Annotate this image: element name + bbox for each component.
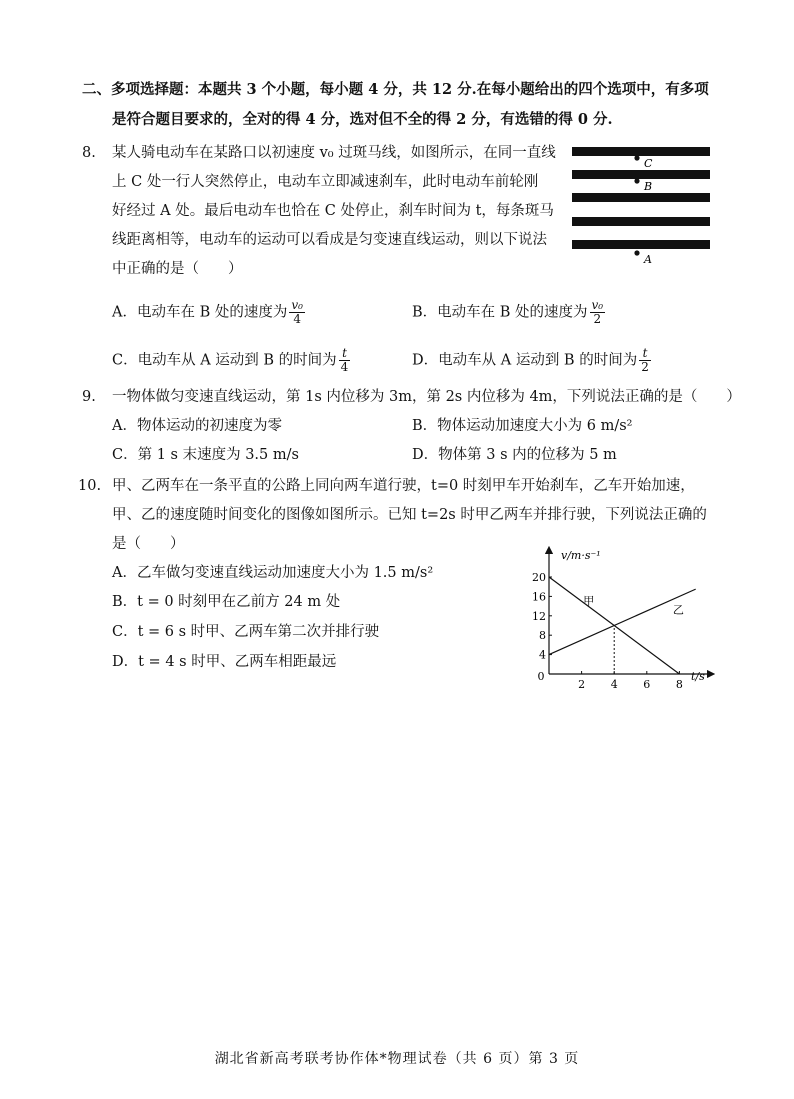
label-c: C <box>644 157 653 170</box>
zebra-stripe <box>572 147 710 156</box>
x-tick-label: 8 <box>675 678 683 690</box>
q8-option-d[interactable] <box>412 347 651 374</box>
q8-option-b[interactable] <box>412 299 605 326</box>
q8-option-a-fraction: $\frac{\text{v₀}}{4}$ <box>291 298 303 326</box>
y-axis-label: v/m·s⁻¹ <box>561 549 601 562</box>
q10-line-3: 是（ ） <box>112 536 185 552</box>
x-tick-label: 6 <box>643 678 651 690</box>
q8-line-4: 线距离相等，电动车的运动可以看成是匀变速直线运动，则以下说法 <box>112 232 547 248</box>
zebra-stripe <box>572 240 710 249</box>
series-jia-label: 甲 <box>583 594 595 608</box>
q8-option-d-text: D．电动车从 A 运动到 B 的时间为 <box>412 352 638 369</box>
q9-option-a[interactable]: A．物体运动的初速度为零 <box>112 418 282 434</box>
q8-option-b-fraction: $\frac{\text{v₀}}{2}$ <box>591 298 604 326</box>
q10-line-1: 甲、乙两车在一条平直的公路上同向两车道行驶，t=0 时刻甲车开始刹车，乙车开始加速， <box>112 478 695 494</box>
section-header-line2: 是符合题目要求的，全对的得 4 分，选对但不全的得 2 分，有选错的得 0 分. <box>112 111 613 128</box>
q8-line-3: 好经过 A 处。最后电动车也恰在 C 处停止，刹车时间为 t，每条斑马 <box>112 203 554 219</box>
zebra-stripe <box>572 193 710 202</box>
q9-option-c[interactable]: C．第 1 s 末速度为 3.5 m/s <box>112 447 299 463</box>
q8-option-c[interactable] <box>112 347 350 374</box>
series-yi-label: 乙 <box>672 603 684 617</box>
point-b <box>634 178 639 183</box>
label-b: B <box>644 180 653 193</box>
q8-line-2: 上 C 处一行人突然停止，电动车立即减速刹车，此时电动车前轮刚 <box>112 174 539 190</box>
q9-number: 9. <box>82 389 96 405</box>
q8-option-a-text: A．电动车在 B 处的速度为 <box>112 304 288 321</box>
q10-option-c[interactable]: C．t = 6 s 时甲、乙两车第二次并排行驶 <box>112 624 380 640</box>
section-header-line1: 二、多项选择题：本题共 3 个小题，每小题 4 分，共 12 分.在每小题给出的四个选项中，有多项 <box>82 81 709 98</box>
q10-number: 10. <box>78 478 102 494</box>
q10-option-a[interactable]: A．乙车做匀变速直线运动加速度大小为 1.5 m/s² <box>112 565 434 581</box>
page-footer: 湖北省新高考联考协作体*物理试卷（共 6 页）第 3 页 <box>214 1051 580 1067</box>
q10-option-b[interactable]: B．t = 0 时刻甲在乙前方 24 m 处 <box>112 594 341 610</box>
q10-line-2: 甲、乙的速度随时间变化的图像如图所示。已知 t=2s 时甲乙两车并排行驶，下列说法正确的 <box>112 507 707 523</box>
q8-line-1: 某人骑电动车在某路口以初速度 v₀ 过斑马线，如图所示，在同一直线 <box>112 145 556 161</box>
q10-option-d[interactable]: D．t = 4 s 时甲、乙两车相距最远 <box>112 654 337 670</box>
label-a: A <box>644 253 652 266</box>
q8-option-a[interactable] <box>112 299 305 326</box>
x-axis-label: t/s <box>691 670 705 683</box>
q8-option-d-fraction: $\frac{t}{2}$ <box>641 346 649 374</box>
point-c <box>634 155 639 160</box>
q9-option-d[interactable]: D．物体第 3 s 内的位移为 5 m <box>412 447 617 463</box>
y-tick-label: 16 <box>532 590 546 604</box>
q9-stem: 一物体做匀变速直线运动，第 1s 内位移为 3m，第 2s 内位移为 4m，下列说法正确的是（ ） <box>112 389 741 405</box>
y-tick-label: 8 <box>539 629 546 643</box>
x-tick-labels <box>578 678 683 690</box>
zebra-stripe <box>572 170 710 179</box>
q8-line-5: 中正确的是（ ） <box>112 261 243 277</box>
q8-option-c-fraction: $\frac{t}{4}$ <box>340 346 349 374</box>
y-tick-labels <box>532 571 546 662</box>
y-tick-label: 4 <box>539 648 546 662</box>
zebra-crossing-figure <box>570 143 712 268</box>
x-tick-label: 4 <box>610 678 618 690</box>
x-tick-label: 2 <box>578 678 586 690</box>
velocity-time-chart <box>525 540 720 690</box>
q8-number: 8. <box>82 145 96 161</box>
q9-option-b[interactable]: B．物体运动加速度大小为 6 m/s² <box>412 418 633 434</box>
q8-option-b-text: B．电动车在 B 处的速度为 <box>412 304 588 321</box>
y-tick-label: 20 <box>532 571 546 584</box>
series-yi-line <box>549 589 696 654</box>
y-tick-label: 12 <box>532 609 546 623</box>
zebra-stripe <box>572 217 710 226</box>
q8-option-c-text: C．电动车从 A 运动到 B 的时间为 <box>112 352 337 369</box>
origin-label: 0 <box>537 670 545 683</box>
point-a <box>634 250 639 255</box>
